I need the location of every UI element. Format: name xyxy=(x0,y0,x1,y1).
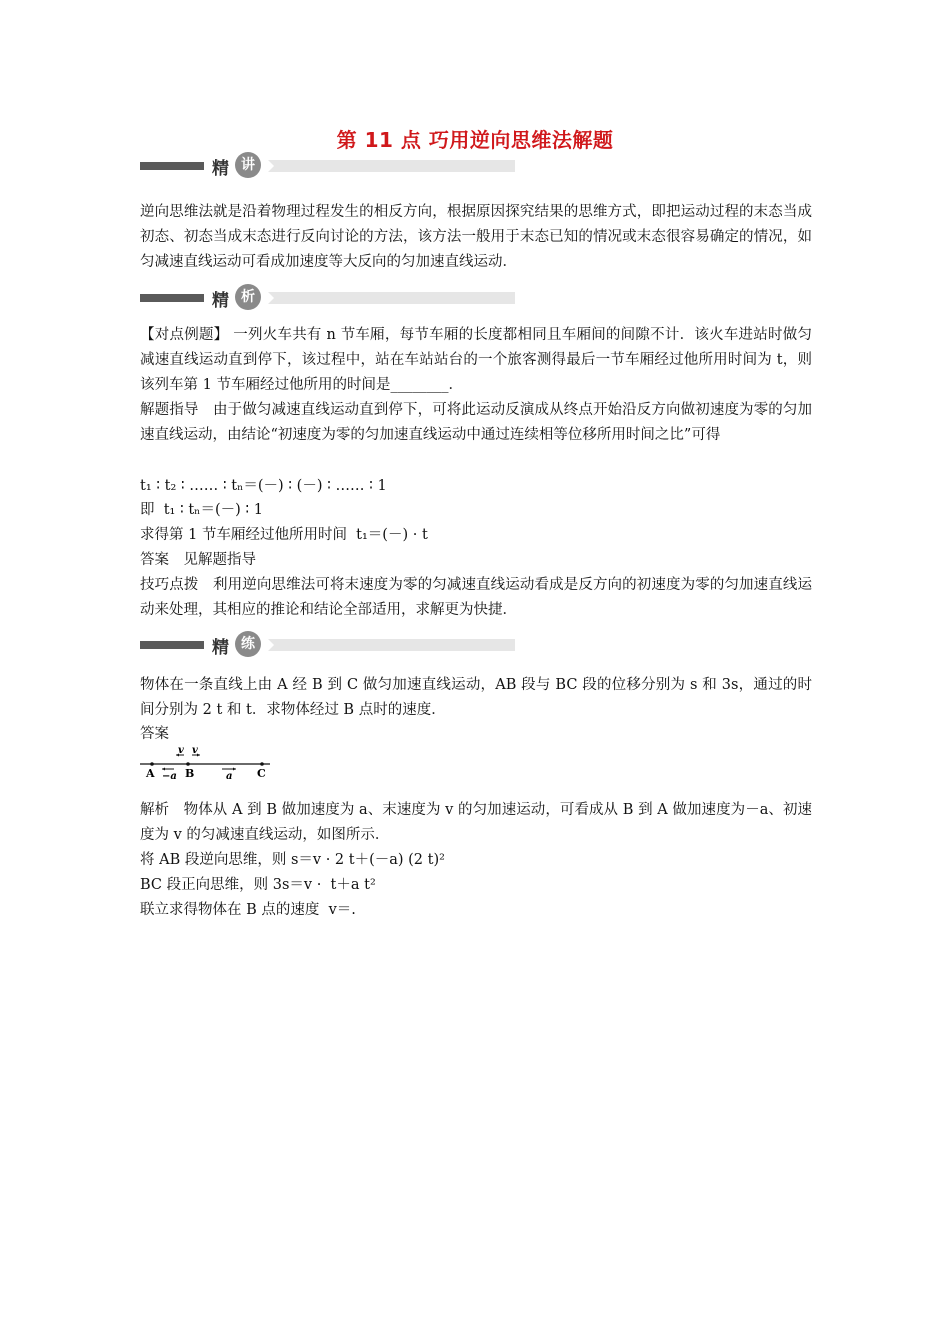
section-label-char1: 精 xyxy=(212,291,229,311)
section-arrow-icon xyxy=(264,635,274,655)
arrowhead-accel-right-icon xyxy=(233,768,236,771)
practice-result: 联立求得物体在 B 点的速度 v＝. xyxy=(140,902,356,918)
section-bar-dark xyxy=(140,641,204,649)
label-v-right: v xyxy=(192,745,198,756)
section-header-jingxi xyxy=(140,286,520,311)
label-minus-a: −a xyxy=(162,771,177,782)
section-bar-dark xyxy=(140,294,204,302)
equation-ratio: t₁ ∶ t₂ ∶ …… ∶ tₙ＝(－) ∶ (－) ∶ …… ∶ 1 xyxy=(140,478,387,494)
example-guide: 解题指导 由于做匀减速直线运动直到停下，可将此运动反演成从终点开始沿反方向做初速度为零的匀加速直线运动，由结论“初速度为零的匀加速直线运动中通过连续相等位移所用时间之比”可得 xyxy=(140,402,812,443)
example-answer: 答案 见解题指导 xyxy=(140,552,256,568)
section-label-char2: 析 xyxy=(235,284,261,310)
label-point-b: B xyxy=(185,767,195,780)
section-label-char1: 精 xyxy=(212,159,229,179)
label-a: a xyxy=(226,771,233,782)
section-header-jinglian xyxy=(140,633,520,658)
point-a-dot xyxy=(150,762,154,766)
section-header-jingjiang xyxy=(140,154,520,179)
practice-analysis: 解析 物体从 A 到 B 做加速度为 a、末速度为 v 的匀加速运动，可看成从 B 到 A 做加速度为－a、初速度为 v 的匀减速直线运动，如图所示． xyxy=(140,802,812,843)
label-point-a: A xyxy=(146,767,155,780)
practice-problem: 物体在一条直线上由 A 经 B 到 C 做匀加速直线运动，AB 段与 BC 段的位移分别为 s 和 3s，通过的时间分别为 2 t 和 t．求物体经过 B 点时的速度． xyxy=(140,677,812,718)
equation-result: 求得第 1 节车厢经过他所用时间 t₁＝(－) · t xyxy=(140,527,428,543)
section-bar-light xyxy=(265,160,515,172)
equation-ratio-short: 即 t₁ ∶ tₙ＝(－) ∶ 1 xyxy=(140,502,263,518)
section-bar-dark xyxy=(140,162,204,170)
section-bar-light xyxy=(265,639,515,651)
section-label-char2: 练 xyxy=(235,631,261,657)
point-c-dot xyxy=(260,762,264,766)
section-bar-light xyxy=(265,292,515,304)
point-b-dot xyxy=(186,762,190,766)
intro-paragraph: 逆向思维法就是沿着物理过程发生的相反方向，根据原因探究结果的思维方式，即把运动过程的末态当成初态、初态当成末态进行反向讨论的方法，该方法一般用于末态已知的情况或末态很容易确定的情况，如匀减速直线运动可看成加速度等大反向的匀加速直线运动． xyxy=(140,204,812,270)
page-title: 第 11 点 巧用逆向思维法解题 xyxy=(336,128,614,152)
label-point-c: C xyxy=(257,767,266,780)
equation-ab: 将 AB 段逆向思维，则 s＝v · 2 t＋(－a) (2 t)² xyxy=(140,852,445,868)
example-problem: 【对点例题】 一列火车共有 n 节车厢，每节车厢的长度都相同且车厢间的间隙不计．该火车进站时做匀减速直线运动直到停下，该过程中，站在车站站台的一个旅客测得最后一节车厢经过他所用时间为 t，则该列车第 1 节车厢经过他所用的时间是________． xyxy=(140,327,812,393)
section-arrow-icon xyxy=(264,156,274,176)
label-v-left: v xyxy=(178,745,184,756)
equation-bc: BC 段正向思维，则 3s＝v · t＋a t² xyxy=(140,877,376,893)
section-label-char2: 讲 xyxy=(235,152,261,178)
section-label-char1: 精 xyxy=(212,638,229,658)
motion-diagram xyxy=(140,744,280,784)
section-arrow-icon xyxy=(264,288,274,308)
practice-answer-label: 答案 xyxy=(140,726,169,742)
example-tip: 技巧点拨 利用逆向思维法可将末速度为零的匀减速直线运动看成是反方向的初速度为零的匀加速直线运动来处理，其相应的推论和结论全部适用，求解更为快捷． xyxy=(140,577,812,618)
